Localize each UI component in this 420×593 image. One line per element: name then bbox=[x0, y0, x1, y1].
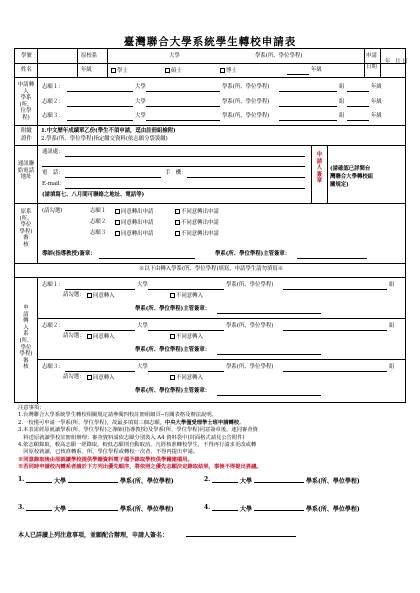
target-wish-2-label: 志願２： bbox=[42, 323, 64, 329]
application-date-label-1: 申請 bbox=[366, 53, 377, 59]
mobile-label: 手 機： bbox=[165, 170, 187, 176]
application-date-label-2: 日期 bbox=[366, 64, 377, 70]
home-school-label: 原校系 bbox=[81, 53, 98, 59]
target-wish-1-label: 志願１： bbox=[42, 282, 64, 288]
transfer-application-form-page: 臺灣聯合大學系統學生轉校申請表 學號 原校系 大學 學系(所、學位學程) 申請 日期 年 月 日 姓名 年級 學士 碩士 博士 年級 申請轉入 學系 (所、 位學 程) 志願１： 大學 學系(所、學位學程) 組 年級 志願２： 大學 學系(所、學位學程) 組 年級 志願３： 大學 學系(所、學位學程) 組 年級 附繳 證件 1.中文歷年成績單乙份(學生不須申請，逕由註冊組檢附) 2.學系(所、學位學程)指定繳交資料(依志願分袋裝繳) 通訊聯 絡電話 地址 通訊處： 電 話： 手 機： E-mail： (請填寫七、八月間可聯絡之地址、電話等) 申 請 人 簽 章 (請確認已詳閱台 灣聯合大學轉校組 關規定) 原系 (所、 學位 學程) 審 核 (請勾選) 志願１ 同意轉出申請 不同意轉出申請 志願２ 同意轉出申請 不同意轉出申請 志願３ 同意轉出申請 不同意轉出申請 導師(指導教授)簽章： 學系(所、學位學程)主管簽章： ※以下由轉入學系(所、學位學程)填寫，申請學生請勿填寫※ 申 請 轉 入 系 (所、 學位 學程) 審 核 志願１： 大學 學系(所、學位學程) 組 請勾選： 同意轉入 不同意轉入 學系(所、學位學程)主管簽章： 志願２： 大學 學系(所、學位學程) 組 請勾選： 同意轉入 不同意轉入 學系(所、學位學程)主管簽章： 志願３： 大學 學系(所、學位學程) 組 請勾選： 同意轉入 不同意轉入 學系(所、學位學程)主管簽章： 注意事項： 1.台灣聯合大學系統學生轉校相關規定請參閱四校註冊組網頁─有關表格及辦法說明。 2.一校僅可申請一學系(所、學位學程)，故最多填寫三個志願，中央大學僅受理學士班申請轉校。 3.本表需經原就讀學系(所、學位學程)之導師(指導教授)及學系(所、學位學程)同意簽章後，連同審查資 料送原就讀學校註冊組辦理；審查資料請依志願分別裝入 A4 資料袋中(封面格式請見公告附件) 4.依志願錄取，較高志願一經錄取，較低志願則自動取消，凡經核准轉校學生，不得再行請求更改或轉 回原校就讀，已核准轉系、所、學位學程或轉校一次者，不得再提出申請。 ※同意錄取後由原就讀學校提供學籍資料電子檔予錄取學校供學籍建檔用。 ※若同時申請校內轉系者請於下方列出優先順序，將依照之優先志願決定錄取結果，事後不得提出異議。 1. 大學 學系(所、學位學程) 2. 大學 學系(所、學位學程) 3. 大學 學系(所、學位學程) 4. 大學 學系(所、學位學程) 本人已詳讀上列注意事項，並願配合辦理，申請人簽名： bbox=[0, 0, 420, 593]
note-3a: 3.本表需經原就讀學系(所、學位學程)之導師(指導教授)及學系(所、學位學程)同意簽章後，連同審查資 bbox=[18, 427, 258, 434]
target-wish-2-disagree[interactable]: 不同意轉入 bbox=[170, 334, 203, 340]
target-wish-3-agree-checkbox[interactable] bbox=[87, 375, 92, 380]
home-wish-1-disagree[interactable]: 不同意轉出申請 bbox=[175, 209, 219, 215]
applicant-signature-line[interactable] bbox=[186, 536, 296, 537]
priority-2: 2. bbox=[204, 476, 211, 483]
degree-doctor-option[interactable]: 博士 bbox=[220, 68, 237, 74]
home-dept-review-side-label: 原系 (所、 學位 學程) 審 核 bbox=[19, 209, 33, 248]
date-month: 月 bbox=[395, 59, 401, 65]
signer-note: (請確認已詳閱台 灣聯合大學轉校組 關規定) bbox=[330, 166, 374, 188]
degree-bachelor-option[interactable]: 學士 bbox=[111, 68, 128, 74]
note-5: ※同意錄取後由原就讀學校提供學籍資料電子檔予錄取學校供學籍建檔用。 bbox=[18, 456, 193, 463]
home-wish-3-disagree[interactable]: 不同意轉出申請 bbox=[175, 231, 219, 237]
target-dept-review-side-label: 申 請 轉 入 系 (所、 學位 學程) 審 核 bbox=[19, 305, 33, 371]
contact-side-label: 通訊聯 絡電話 地址 bbox=[17, 161, 35, 181]
home-wish-1-agree-checkbox[interactable] bbox=[115, 209, 120, 214]
home-wish-2-agree[interactable]: 同意轉出申請 bbox=[115, 220, 153, 226]
contact-note: (請填寫七、八月間可聯絡之地址、電話等) bbox=[42, 192, 145, 198]
notes-heading: 注意事項： bbox=[18, 405, 45, 411]
transfer-wish-1-label: 志願１： bbox=[42, 84, 64, 90]
note-1: 1.台灣聯合大學系統學生轉校相關規定請參閱四校註冊組網頁─有關表格及辦法說明。 bbox=[18, 412, 217, 419]
target-wish-3-agree[interactable]: 同意轉入 bbox=[87, 375, 115, 381]
applicant-seal-label: 申 請 人 簽 章 bbox=[316, 152, 323, 185]
home-head-signature-label: 學系(所、學位學程)主管簽章： bbox=[215, 251, 291, 257]
home-wish-2-agree-checkbox[interactable] bbox=[115, 220, 120, 225]
priority-3: 3. bbox=[18, 504, 25, 511]
date-year: 年 bbox=[385, 59, 391, 65]
target-wish-1-disagree-checkbox[interactable] bbox=[170, 293, 175, 298]
target-wish-3-label: 志願３： bbox=[42, 364, 64, 370]
home-wish-3-disagree-checkbox[interactable] bbox=[175, 231, 180, 236]
note-2: 2.一校僅可申請一學系(所、學位學程)，故最多填寫三個志願，中央大學僅受理學士班申請轉校。 bbox=[18, 419, 245, 426]
student-id-label: 學號 bbox=[21, 53, 32, 59]
date-day: 日 bbox=[402, 59, 408, 65]
home-wish-3-agree[interactable]: 同意轉出申請 bbox=[115, 231, 153, 237]
email-label: E-mail： bbox=[42, 181, 66, 187]
target-wish-1-agree-checkbox[interactable] bbox=[87, 293, 92, 298]
address-label: 通訊處： bbox=[42, 149, 64, 155]
name-label: 姓名 bbox=[21, 67, 32, 73]
target-wish-2-disagree-checkbox[interactable] bbox=[170, 334, 175, 339]
target-wish-2-head-signature: 學系(所、學位學程)主管簽章： bbox=[135, 347, 211, 353]
application-table: 學號 原校系 大學 學系(所、學位學程) 申請 日期 年 月 日 姓名 年級 學士 碩士 博士 年級 申請轉入 學系 (所、 位學 程) 志願１： 大學 學系(所、學位學程) 組 年級 志願２： 大學 學系(所、學位學程) 組 年級 志願３： 大學 學系(所、學位學程) 組 年級 附繳 證件 1.中文歷年成績單乙份(學生不須申請，逕由註冊組檢附) 2.學系(所、學位學程)指定繳交資料(依志願分袋裝繳) 通訊聯 絡電話 地址 通訊處： 電 話： 手 機： E-mail： (請填寫七、八月間可聯絡之地址、電話等) 申 請 人 簽 章 (請確認已詳閱台 灣聯合大學轉校組 關規定) 原系 (所、 學位 學程) 審 核 (請勾選) 志願１ 同意轉出申請 不同意轉出申請 志願２ 同意轉出申請 不同意轉出申請 志願３ 同意轉出申請 不同意轉出申請 導師(指導教授)簽章： 學系(所、學位學程)主管簽章： ※以下由轉入學系(所、學位學程)填寫，申請學生請勿填寫※ 申 請 轉 入 系 (所、 學位 學程) 審 核 志願１： 大學 學系(所、學位學程) 組 請勾選： 同意轉入 不同意轉入 學系(所、學位學程)主管簽章： 志願２： 大學 學系(所、學位學程) 組 請勾選： 同意轉入 不同意轉入 學系(所、學位學程)主管簽章： 志願３： 大學 學系(所、學位學程) 組 請勾選： 同意轉入 不同意轉入 學系(所、學位學程)主管簽章： bbox=[14, 48, 406, 403]
note-3b: 料送原就讀學校註冊組辦理；審查資料請依志願分別裝入 A4 資料袋中(封面格式請見公告附件) bbox=[18, 434, 245, 441]
grade-label: 年級 bbox=[81, 67, 92, 73]
degree-master-option[interactable]: 碩士 bbox=[165, 68, 182, 74]
attachment-item-2: 2.學系(所、學位學程)指定繳交資料(依志願分袋裝繳) bbox=[41, 136, 168, 142]
note-4b: 回原校就讀，已核准轉系、所、學位學程或轉校一次者，不得再提出申請。 bbox=[18, 449, 199, 456]
home-university-suffix: 大學 bbox=[169, 53, 180, 59]
target-wish-2-agree[interactable]: 同意轉入 bbox=[87, 334, 115, 340]
target-wish-3-head-signature: 學系(所、學位學程)主管簽章： bbox=[135, 388, 211, 394]
attachment-item-1: 1.中文歷年成績單乙份(學生不須申請，逕由註冊組檢附) bbox=[41, 128, 176, 134]
priority-4: 4. bbox=[204, 504, 211, 511]
section-divider-note: ※以下由轉入學系(所、學位學程)填寫，申請學生請勿填寫※ bbox=[138, 266, 284, 272]
home-wish-3-agree-checkbox[interactable] bbox=[115, 231, 120, 236]
advisor-signature-label: 導師(指導教授)簽章： bbox=[42, 251, 96, 257]
target-wish-3-disagree-checkbox[interactable] bbox=[170, 375, 175, 380]
home-wish-3-label: 志願３ bbox=[90, 230, 107, 236]
target-wish-1-head-signature: 學系(所、學位學程)主管簽章： bbox=[135, 306, 211, 312]
target-wish-1-agree[interactable]: 同意轉入 bbox=[87, 293, 115, 299]
home-wish-1-agree[interactable]: 同意轉出申請 bbox=[115, 209, 153, 215]
home-dept-check-prompt: (請勾選) bbox=[42, 208, 63, 214]
transfer-target-side-label: 申請轉入 學系 (所、 位學 程) bbox=[17, 82, 35, 121]
grade-suffix: 年級 bbox=[311, 67, 322, 73]
home-wish-1-label: 志願１ bbox=[90, 208, 107, 214]
bachelor-checkbox[interactable] bbox=[111, 68, 116, 73]
attachments-label-2: 證件 bbox=[21, 136, 32, 142]
transfer-wish-2-label: 志願２： bbox=[42, 99, 64, 105]
transfer-wish-3-label: 志願３： bbox=[42, 113, 64, 119]
target-wish-3-disagree[interactable]: 不同意轉入 bbox=[170, 375, 203, 381]
target-wish-2-agree-checkbox[interactable] bbox=[87, 334, 92, 339]
master-checkbox[interactable] bbox=[165, 68, 170, 73]
priority-1: 1. bbox=[18, 476, 25, 483]
attachments-label-1: 附繳 bbox=[21, 128, 32, 134]
home-wish-2-label: 志願２ bbox=[90, 219, 107, 225]
home-wish-2-disagree[interactable]: 不同意轉出申請 bbox=[175, 220, 219, 226]
note-4a: 4.依志願錄取，較高志願一經錄取，較低志願則自動取消，凡經核准轉校學生，不得再行請求更改或轉 bbox=[18, 442, 257, 449]
home-dept-suffix: 學系(所、學位學程) bbox=[255, 53, 303, 59]
phone-label: 電 話： bbox=[42, 170, 64, 176]
target-wish-1-disagree[interactable]: 不同意轉入 bbox=[170, 293, 203, 299]
notes-section bbox=[18, 405, 408, 472]
note-6: ※若同時申請校內轉系者請於下方列出優先順序，將依照之優先志願決定錄取結果，事後不得提出異議。 bbox=[18, 464, 262, 471]
doctor-checkbox[interactable] bbox=[220, 68, 225, 73]
home-wish-1-disagree-checkbox[interactable] bbox=[175, 209, 180, 214]
form-title: 臺灣聯合大學系統學生轉校申請表 bbox=[123, 36, 297, 48]
home-wish-2-disagree-checkbox[interactable] bbox=[175, 220, 180, 225]
applicant-statement: 本人已詳讀上列注意事項，並願配合辦理，申請人簽名： bbox=[18, 532, 169, 539]
